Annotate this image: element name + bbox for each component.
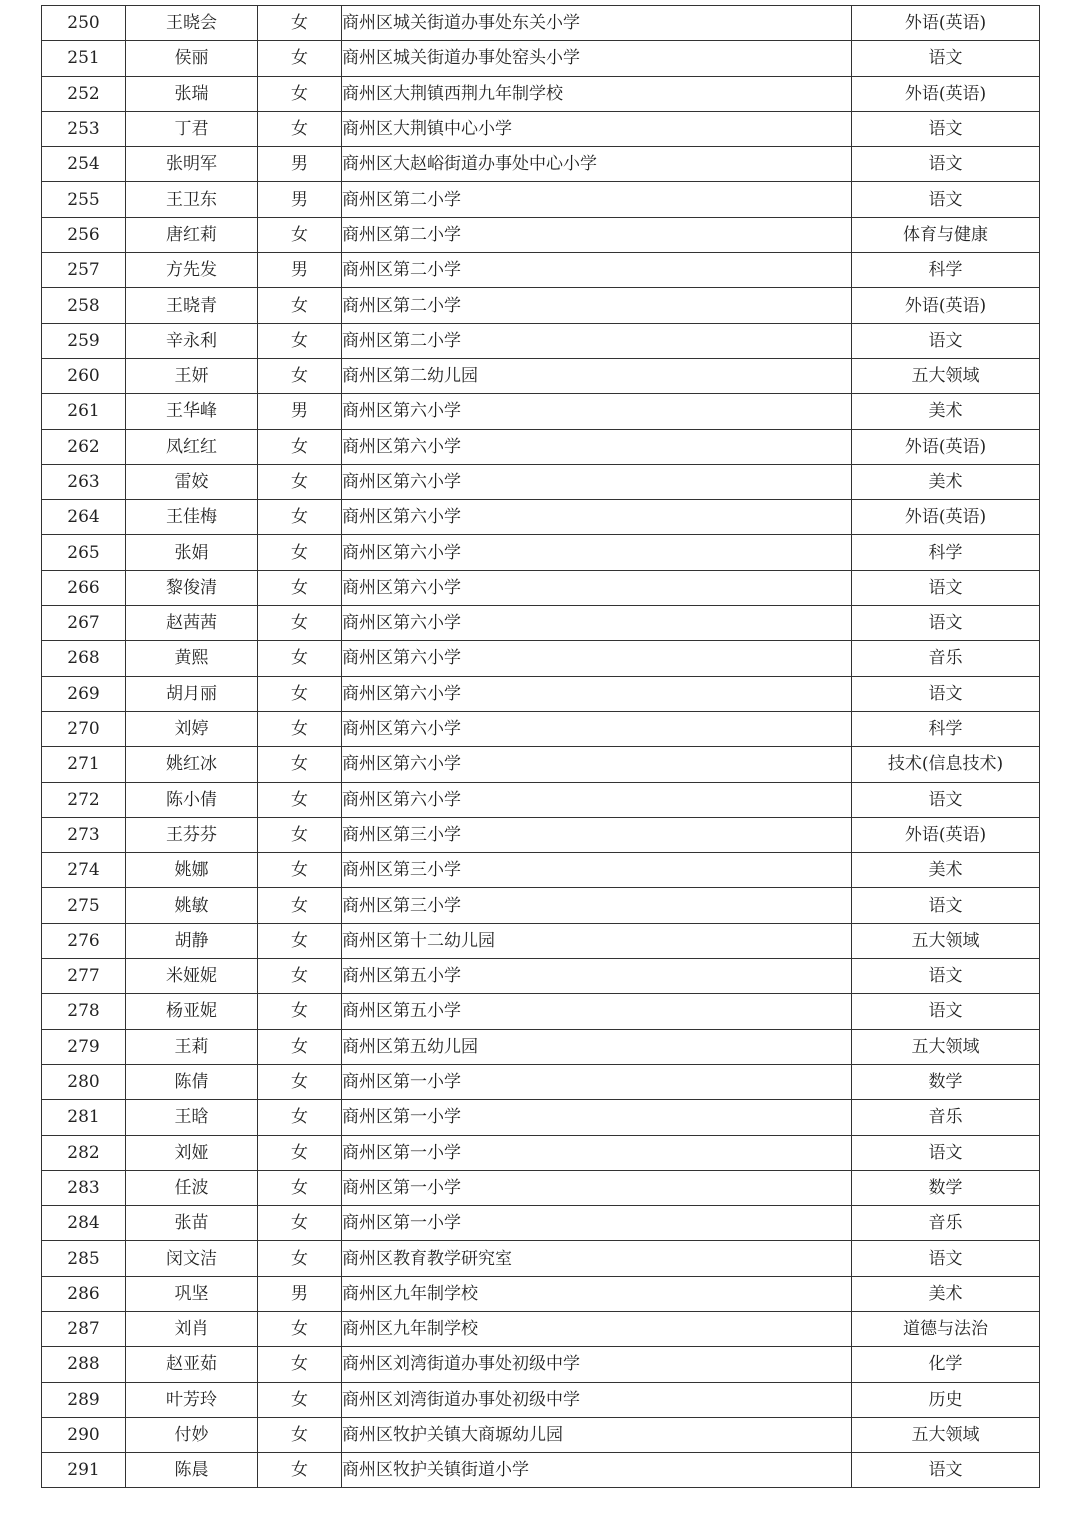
gender-cell: 女 bbox=[258, 1453, 342, 1488]
subject-cell: 音乐 bbox=[852, 641, 1040, 676]
subject-cell: 语文 bbox=[852, 1135, 1040, 1170]
subject-cell: 五大领域 bbox=[852, 358, 1040, 393]
teacher-name-cell: 黎俊清 bbox=[126, 570, 258, 605]
teacher-name-cell: 黄熙 bbox=[126, 641, 258, 676]
subject-cell: 语文 bbox=[852, 41, 1040, 76]
school-cell: 商州区第二小学 bbox=[342, 288, 852, 323]
teacher-name-cell: 王卫东 bbox=[126, 182, 258, 217]
row-number-cell: 251 bbox=[42, 41, 126, 76]
gender-cell: 女 bbox=[258, 323, 342, 358]
school-cell: 商州区第一小学 bbox=[342, 1206, 852, 1241]
table-row bbox=[42, 1170, 1040, 1205]
row-number-cell: 268 bbox=[42, 641, 126, 676]
table-row bbox=[42, 358, 1040, 393]
subject-cell: 语文 bbox=[852, 994, 1040, 1029]
teacher-roster-table bbox=[41, 5, 1040, 1488]
table-row bbox=[42, 959, 1040, 994]
gender-cell: 男 bbox=[258, 147, 342, 182]
table-row bbox=[42, 994, 1040, 1029]
teacher-name-cell: 胡月丽 bbox=[126, 676, 258, 711]
table-row bbox=[42, 182, 1040, 217]
subject-cell: 数学 bbox=[852, 1064, 1040, 1099]
table-row bbox=[42, 747, 1040, 782]
row-number-cell: 289 bbox=[42, 1382, 126, 1417]
school-cell: 商州区第二小学 bbox=[342, 323, 852, 358]
school-cell: 商州区第三小学 bbox=[342, 888, 852, 923]
table-row bbox=[42, 429, 1040, 464]
teacher-name-cell: 赵亚茹 bbox=[126, 1347, 258, 1382]
row-number-cell: 256 bbox=[42, 217, 126, 252]
subject-cell: 语文 bbox=[852, 111, 1040, 146]
row-number-cell: 284 bbox=[42, 1206, 126, 1241]
school-cell: 商州区城关街道办事处窑头小学 bbox=[342, 41, 852, 76]
gender-cell: 女 bbox=[258, 535, 342, 570]
teacher-name-cell: 张苗 bbox=[126, 1206, 258, 1241]
row-number-cell: 258 bbox=[42, 288, 126, 323]
row-number-cell: 288 bbox=[42, 1347, 126, 1382]
gender-cell: 女 bbox=[258, 464, 342, 499]
gender-cell: 女 bbox=[258, 1417, 342, 1452]
teacher-name-cell: 凤红红 bbox=[126, 429, 258, 464]
teacher-name-cell: 丁君 bbox=[126, 111, 258, 146]
teacher-name-cell: 付妙 bbox=[126, 1417, 258, 1452]
table-row bbox=[42, 782, 1040, 817]
row-number-cell: 281 bbox=[42, 1100, 126, 1135]
gender-cell: 女 bbox=[258, 217, 342, 252]
school-cell: 商州区第五幼儿园 bbox=[342, 1029, 852, 1064]
gender-cell: 女 bbox=[258, 1064, 342, 1099]
table-row bbox=[42, 1417, 1040, 1452]
row-number-cell: 257 bbox=[42, 253, 126, 288]
teacher-name-cell: 王晗 bbox=[126, 1100, 258, 1135]
subject-cell: 语文 bbox=[852, 676, 1040, 711]
gender-cell: 女 bbox=[258, 923, 342, 958]
gender-cell: 女 bbox=[258, 76, 342, 111]
school-cell: 商州区第六小学 bbox=[342, 711, 852, 746]
gender-cell: 女 bbox=[258, 500, 342, 535]
gender-cell: 女 bbox=[258, 853, 342, 888]
table-row bbox=[42, 570, 1040, 605]
table-row bbox=[42, 711, 1040, 746]
school-cell: 商州区第五小学 bbox=[342, 959, 852, 994]
teacher-name-cell: 王晓会 bbox=[126, 6, 258, 41]
school-cell: 商州区第二小学 bbox=[342, 217, 852, 252]
school-cell: 商州区第三小学 bbox=[342, 817, 852, 852]
gender-cell: 男 bbox=[258, 182, 342, 217]
subject-cell: 体育与健康 bbox=[852, 217, 1040, 252]
school-cell: 商州区大荆镇中心小学 bbox=[342, 111, 852, 146]
gender-cell: 女 bbox=[258, 1206, 342, 1241]
teacher-name-cell: 姚红冰 bbox=[126, 747, 258, 782]
table-row bbox=[42, 606, 1040, 641]
gender-cell: 女 bbox=[258, 641, 342, 676]
school-cell: 商州区九年制学校 bbox=[342, 1311, 852, 1346]
subject-cell: 科学 bbox=[852, 711, 1040, 746]
teacher-name-cell: 姚娜 bbox=[126, 853, 258, 888]
row-number-cell: 255 bbox=[42, 182, 126, 217]
row-number-cell: 276 bbox=[42, 923, 126, 958]
subject-cell: 五大领域 bbox=[852, 923, 1040, 958]
school-cell: 商州区大赵峪街道办事处中心小学 bbox=[342, 147, 852, 182]
table-row bbox=[42, 1453, 1040, 1488]
subject-cell: 历史 bbox=[852, 1382, 1040, 1417]
table-row bbox=[42, 1347, 1040, 1382]
table-row bbox=[42, 1100, 1040, 1135]
teacher-name-cell: 侯丽 bbox=[126, 41, 258, 76]
row-number-cell: 261 bbox=[42, 394, 126, 429]
school-cell: 商州区第六小学 bbox=[342, 570, 852, 605]
subject-cell: 语文 bbox=[852, 323, 1040, 358]
gender-cell: 女 bbox=[258, 1347, 342, 1382]
gender-cell: 女 bbox=[258, 288, 342, 323]
school-cell: 商州区第二小学 bbox=[342, 182, 852, 217]
school-cell: 商州区第六小学 bbox=[342, 606, 852, 641]
row-number-cell: 254 bbox=[42, 147, 126, 182]
school-cell: 商州区牧护关镇街道小学 bbox=[342, 1453, 852, 1488]
school-cell: 商州区第一小学 bbox=[342, 1135, 852, 1170]
school-cell: 商州区第六小学 bbox=[342, 676, 852, 711]
subject-cell: 化学 bbox=[852, 1347, 1040, 1382]
teacher-name-cell: 王佳梅 bbox=[126, 500, 258, 535]
subject-cell: 语文 bbox=[852, 182, 1040, 217]
subject-cell: 外语(英语) bbox=[852, 288, 1040, 323]
row-number-cell: 278 bbox=[42, 994, 126, 1029]
row-number-cell: 266 bbox=[42, 570, 126, 605]
subject-cell: 美术 bbox=[852, 464, 1040, 499]
teacher-name-cell: 叶芳玲 bbox=[126, 1382, 258, 1417]
row-number-cell: 267 bbox=[42, 606, 126, 641]
row-number-cell: 271 bbox=[42, 747, 126, 782]
roster-table-body bbox=[42, 6, 1040, 1488]
row-number-cell: 290 bbox=[42, 1417, 126, 1452]
school-cell: 商州区第二幼儿园 bbox=[342, 358, 852, 393]
school-cell: 商州区第一小学 bbox=[342, 1100, 852, 1135]
subject-cell: 语文 bbox=[852, 1453, 1040, 1488]
subject-cell: 科学 bbox=[852, 535, 1040, 570]
row-number-cell: 282 bbox=[42, 1135, 126, 1170]
row-number-cell: 279 bbox=[42, 1029, 126, 1064]
subject-cell: 语文 bbox=[852, 606, 1040, 641]
gender-cell: 男 bbox=[258, 253, 342, 288]
table-row bbox=[42, 111, 1040, 146]
table-row bbox=[42, 817, 1040, 852]
gender-cell: 女 bbox=[258, 747, 342, 782]
gender-cell: 女 bbox=[258, 111, 342, 146]
row-number-cell: 286 bbox=[42, 1276, 126, 1311]
subject-cell: 音乐 bbox=[852, 1100, 1040, 1135]
school-cell: 商州区城关街道办事处东关小学 bbox=[342, 6, 852, 41]
subject-cell: 语文 bbox=[852, 959, 1040, 994]
row-number-cell: 275 bbox=[42, 888, 126, 923]
subject-cell: 语文 bbox=[852, 888, 1040, 923]
school-cell: 商州区刘湾街道办事处初级中学 bbox=[342, 1347, 852, 1382]
school-cell: 商州区第六小学 bbox=[342, 782, 852, 817]
subject-cell: 五大领域 bbox=[852, 1029, 1040, 1064]
table-row bbox=[42, 217, 1040, 252]
teacher-name-cell: 任波 bbox=[126, 1170, 258, 1205]
teacher-name-cell: 王莉 bbox=[126, 1029, 258, 1064]
school-cell: 商州区第六小学 bbox=[342, 464, 852, 499]
teacher-name-cell: 杨亚妮 bbox=[126, 994, 258, 1029]
row-number-cell: 274 bbox=[42, 853, 126, 888]
gender-cell: 女 bbox=[258, 959, 342, 994]
teacher-name-cell: 陈小倩 bbox=[126, 782, 258, 817]
table-row bbox=[42, 6, 1040, 41]
subject-cell: 语文 bbox=[852, 782, 1040, 817]
gender-cell: 女 bbox=[258, 711, 342, 746]
table-row bbox=[42, 253, 1040, 288]
teacher-name-cell: 王妍 bbox=[126, 358, 258, 393]
table-row bbox=[42, 464, 1040, 499]
teacher-name-cell: 雷姣 bbox=[126, 464, 258, 499]
school-cell: 商州区牧护关镇大商塬幼儿园 bbox=[342, 1417, 852, 1452]
school-cell: 商州区第六小学 bbox=[342, 500, 852, 535]
school-cell: 商州区第六小学 bbox=[342, 641, 852, 676]
teacher-name-cell: 王芬芬 bbox=[126, 817, 258, 852]
school-cell: 商州区第二小学 bbox=[342, 253, 852, 288]
gender-cell: 女 bbox=[258, 1382, 342, 1417]
teacher-name-cell: 张瑞 bbox=[126, 76, 258, 111]
teacher-name-cell: 王晓青 bbox=[126, 288, 258, 323]
school-cell: 商州区教育教学研究室 bbox=[342, 1241, 852, 1276]
subject-cell: 外语(英语) bbox=[852, 429, 1040, 464]
row-number-cell: 283 bbox=[42, 1170, 126, 1205]
teacher-name-cell: 巩坚 bbox=[126, 1276, 258, 1311]
row-number-cell: 262 bbox=[42, 429, 126, 464]
row-number-cell: 291 bbox=[42, 1453, 126, 1488]
table-row bbox=[42, 1135, 1040, 1170]
gender-cell: 女 bbox=[258, 888, 342, 923]
gender-cell: 女 bbox=[258, 41, 342, 76]
teacher-name-cell: 刘肖 bbox=[126, 1311, 258, 1346]
gender-cell: 女 bbox=[258, 1311, 342, 1346]
teacher-name-cell: 王华峰 bbox=[126, 394, 258, 429]
row-number-cell: 264 bbox=[42, 500, 126, 535]
row-number-cell: 269 bbox=[42, 676, 126, 711]
teacher-name-cell: 张明军 bbox=[126, 147, 258, 182]
table-row bbox=[42, 76, 1040, 111]
table-row bbox=[42, 1382, 1040, 1417]
teacher-name-cell: 赵茜茜 bbox=[126, 606, 258, 641]
table-row bbox=[42, 1241, 1040, 1276]
teacher-name-cell: 闵文洁 bbox=[126, 1241, 258, 1276]
subject-cell: 美术 bbox=[852, 853, 1040, 888]
row-number-cell: 253 bbox=[42, 111, 126, 146]
subject-cell: 语文 bbox=[852, 570, 1040, 605]
teacher-name-cell: 米娅妮 bbox=[126, 959, 258, 994]
gender-cell: 女 bbox=[258, 429, 342, 464]
gender-cell: 女 bbox=[258, 6, 342, 41]
table-row bbox=[42, 853, 1040, 888]
teacher-name-cell: 陈晨 bbox=[126, 1453, 258, 1488]
subject-cell: 语文 bbox=[852, 1241, 1040, 1276]
subject-cell: 外语(英语) bbox=[852, 76, 1040, 111]
table-row bbox=[42, 41, 1040, 76]
gender-cell: 女 bbox=[258, 358, 342, 393]
gender-cell: 女 bbox=[258, 817, 342, 852]
gender-cell: 女 bbox=[258, 1135, 342, 1170]
gender-cell: 女 bbox=[258, 782, 342, 817]
row-number-cell: 250 bbox=[42, 6, 126, 41]
table-row bbox=[42, 1064, 1040, 1099]
subject-cell: 技术(信息技术) bbox=[852, 747, 1040, 782]
row-number-cell: 272 bbox=[42, 782, 126, 817]
table-row bbox=[42, 500, 1040, 535]
table-row bbox=[42, 1029, 1040, 1064]
teacher-name-cell: 方先发 bbox=[126, 253, 258, 288]
school-cell: 商州区刘湾街道办事处初级中学 bbox=[342, 1382, 852, 1417]
table-row bbox=[42, 535, 1040, 570]
school-cell: 商州区第一小学 bbox=[342, 1064, 852, 1099]
subject-cell: 数学 bbox=[852, 1170, 1040, 1205]
teacher-name-cell: 唐红莉 bbox=[126, 217, 258, 252]
row-number-cell: 277 bbox=[42, 959, 126, 994]
subject-cell: 美术 bbox=[852, 1276, 1040, 1311]
row-number-cell: 285 bbox=[42, 1241, 126, 1276]
table-row bbox=[42, 641, 1040, 676]
school-cell: 商州区第十二幼儿园 bbox=[342, 923, 852, 958]
row-number-cell: 252 bbox=[42, 76, 126, 111]
row-number-cell: 259 bbox=[42, 323, 126, 358]
teacher-name-cell: 辛永利 bbox=[126, 323, 258, 358]
subject-cell: 语文 bbox=[852, 147, 1040, 182]
row-number-cell: 270 bbox=[42, 711, 126, 746]
gender-cell: 女 bbox=[258, 1100, 342, 1135]
subject-cell: 外语(英语) bbox=[852, 500, 1040, 535]
table-row bbox=[42, 323, 1040, 358]
row-number-cell: 265 bbox=[42, 535, 126, 570]
row-number-cell: 280 bbox=[42, 1064, 126, 1099]
subject-cell: 科学 bbox=[852, 253, 1040, 288]
teacher-name-cell: 张娟 bbox=[126, 535, 258, 570]
gender-cell: 女 bbox=[258, 994, 342, 1029]
gender-cell: 男 bbox=[258, 1276, 342, 1311]
gender-cell: 女 bbox=[258, 1029, 342, 1064]
school-cell: 商州区第六小学 bbox=[342, 429, 852, 464]
school-cell: 商州区九年制学校 bbox=[342, 1276, 852, 1311]
table-row bbox=[42, 1276, 1040, 1311]
teacher-name-cell: 陈倩 bbox=[126, 1064, 258, 1099]
subject-cell: 五大领域 bbox=[852, 1417, 1040, 1452]
table-row bbox=[42, 147, 1040, 182]
subject-cell: 外语(英语) bbox=[852, 817, 1040, 852]
gender-cell: 女 bbox=[258, 570, 342, 605]
table-row bbox=[42, 923, 1040, 958]
gender-cell: 女 bbox=[258, 676, 342, 711]
subject-cell: 道德与法治 bbox=[852, 1311, 1040, 1346]
table-row bbox=[42, 888, 1040, 923]
gender-cell: 男 bbox=[258, 394, 342, 429]
table-row bbox=[42, 1311, 1040, 1346]
gender-cell: 女 bbox=[258, 1241, 342, 1276]
teacher-name-cell: 刘婷 bbox=[126, 711, 258, 746]
school-cell: 商州区第六小学 bbox=[342, 394, 852, 429]
gender-cell: 女 bbox=[258, 606, 342, 641]
table-row bbox=[42, 394, 1040, 429]
row-number-cell: 273 bbox=[42, 817, 126, 852]
subject-cell: 音乐 bbox=[852, 1206, 1040, 1241]
row-number-cell: 263 bbox=[42, 464, 126, 499]
school-cell: 商州区大荆镇西荆九年制学校 bbox=[342, 76, 852, 111]
school-cell: 商州区第三小学 bbox=[342, 853, 852, 888]
subject-cell: 外语(英语) bbox=[852, 6, 1040, 41]
row-number-cell: 287 bbox=[42, 1311, 126, 1346]
teacher-name-cell: 胡静 bbox=[126, 923, 258, 958]
table-row bbox=[42, 676, 1040, 711]
teacher-name-cell: 姚敏 bbox=[126, 888, 258, 923]
school-cell: 商州区第一小学 bbox=[342, 1170, 852, 1205]
school-cell: 商州区第五小学 bbox=[342, 994, 852, 1029]
table-row bbox=[42, 1206, 1040, 1241]
table-row bbox=[42, 288, 1040, 323]
school-cell: 商州区第六小学 bbox=[342, 747, 852, 782]
row-number-cell: 260 bbox=[42, 358, 126, 393]
gender-cell: 女 bbox=[258, 1170, 342, 1205]
school-cell: 商州区第六小学 bbox=[342, 535, 852, 570]
subject-cell: 美术 bbox=[852, 394, 1040, 429]
teacher-name-cell: 刘娅 bbox=[126, 1135, 258, 1170]
